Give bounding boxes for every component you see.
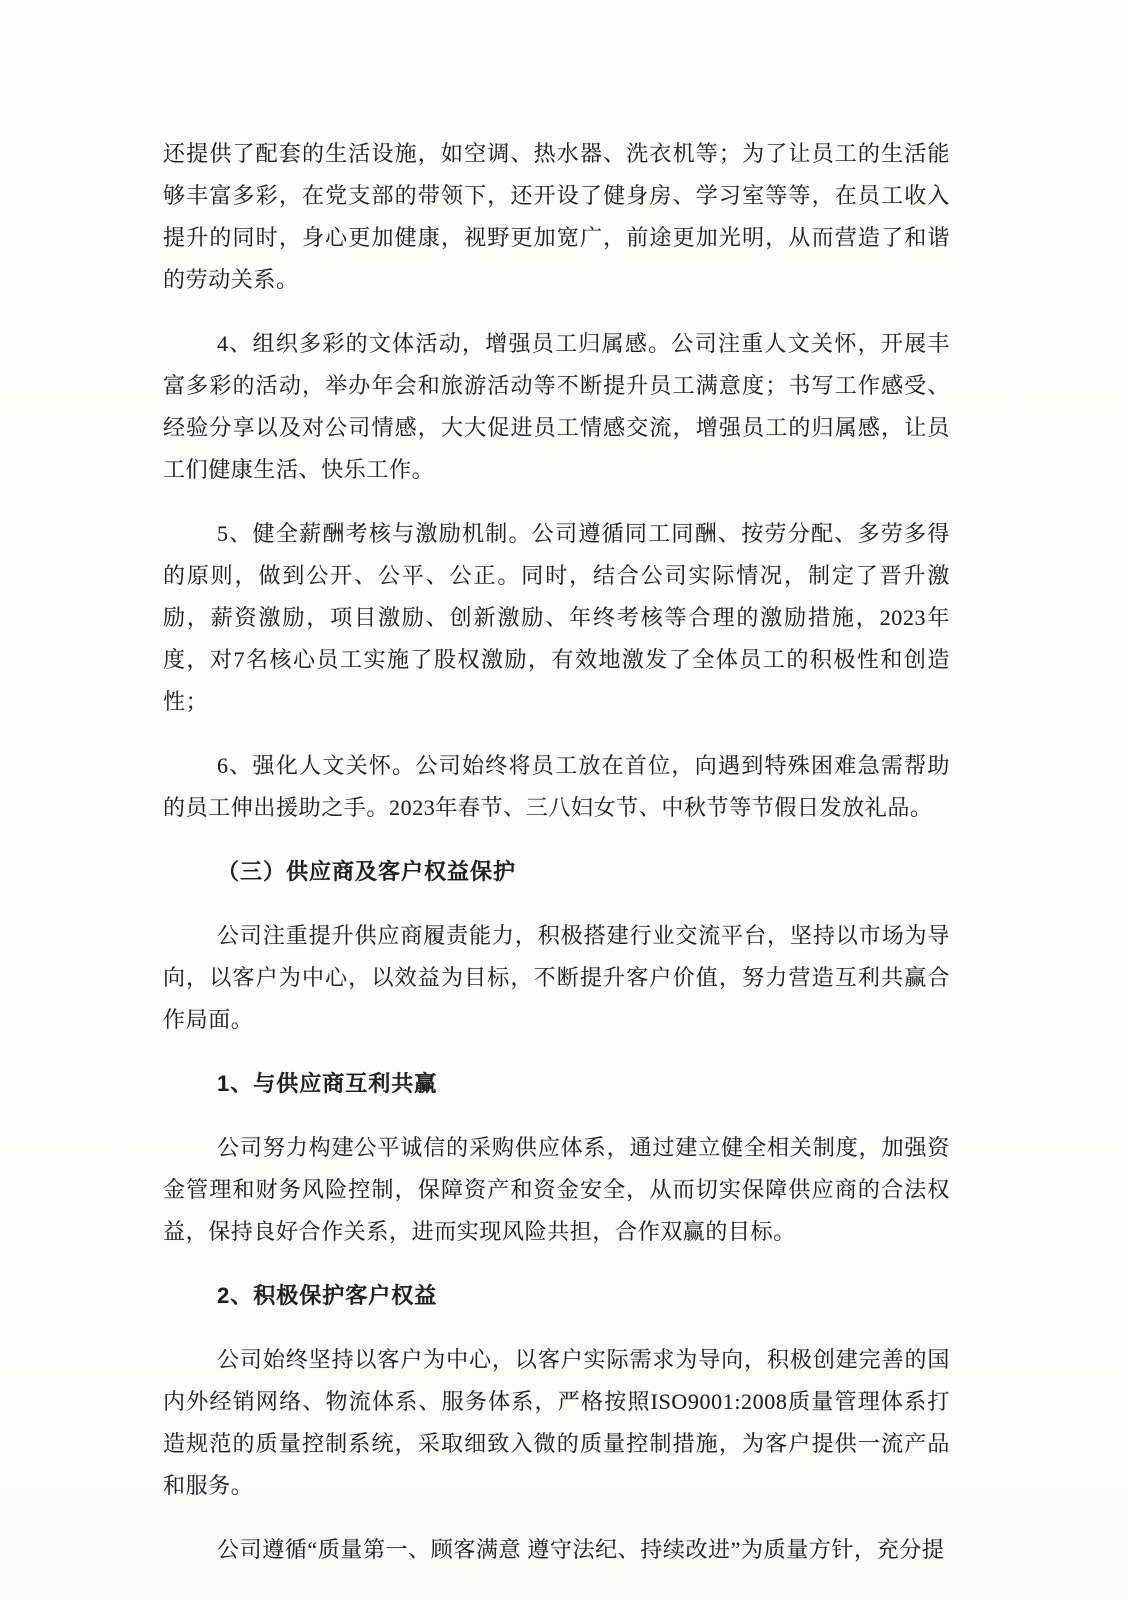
document-content [163, 133, 950, 1593]
paragraph-item-4-cultural-activities: 4、组织多彩的文体活动，增强员工归属感。公司注重人文关怀，开展丰富多彩的活动，举办年会和旅游活动等不断提升员工满意度；书写工作感受、经验分享以及对公司情感，大大促进员工情感交流，增强员工的归属感，让员工们健康生活、快乐工作。 [163, 331, 950, 482]
paragraph-item-5-compensation-incentives: 5、健全薪酬考核与激励机制。公司遵循同工同酬、按劳分配、多劳多得的原则，做到公开、公平、公正。同时，结合公司实际情况，制定了晋升激励，薪资激励，项目激励、创新激励、年终考核等合理的激励措施，2023年度，对7名核心员工实施了股权激励，有效地激发了全体员工的积极性和创造性； [163, 521, 950, 714]
paragraph-item-6-humanistic-care: 6、强化人文关怀。公司始终将员工放在首位，向遇到特殊困难急需帮助的员工伸出援助之手。2023年春节、三八妇女节、中秋节等节假日发放礼品。 [163, 753, 950, 820]
heading-subsection-1-supplier-winwin: 1、与供应商互利共赢 [217, 1071, 438, 1096]
heading-subsection-2-customer-rights: 2、积极保护客户权益 [217, 1283, 438, 1308]
paragraph-supplier-overview: 公司注重提升供应商履责能力，积极搭建行业交流平台，坚持以市场为导向，以客户为中心，以效益为目标，不断提升客户价值，努力营造互利共赢合作局面。 [163, 923, 950, 1032]
paragraph-quality-policy: 公司遵循“质量第一、顾客满意 遵守法纪、持续改进”为质量方针，充分提 [217, 1537, 945, 1562]
heading-section-3-supplier-customer-rights: （三）供应商及客户权益保护 [217, 859, 517, 884]
paragraph-welfare-facilities-continuation: 还提供了配套的生活设施，如空调、热水器、洗衣机等；为了让员工的生活能够丰富多彩，在党支部的带领下，还开设了健身房、学习室等等，在员工收入提升的同时，身心更加健康，视野更加宽广，前途更加光明，从而营造了和谐的劳动关系。 [163, 141, 950, 292]
paragraph-supplier-winwin-detail: 公司努力构建公平诚信的采购供应体系，通过建立健全相关制度，加强资金管理和财务风险控制，保障资产和资金安全，从而切实保障供应商的合法权益，保持良好合作关系，进而实现风险共担，合作双赢的目标。 [163, 1135, 950, 1244]
paragraph-customer-rights-detail: 公司始终坚持以客户为中心，以客户实际需求为导向，积极创建完善的国内外经销网络、物流体系、服务体系，严格按照ISO9001:2008质量管理体系打造规范的质量控制系统，采取细致入微的质量控制措施，为客户提供一流产品和服务。 [163, 1347, 950, 1498]
